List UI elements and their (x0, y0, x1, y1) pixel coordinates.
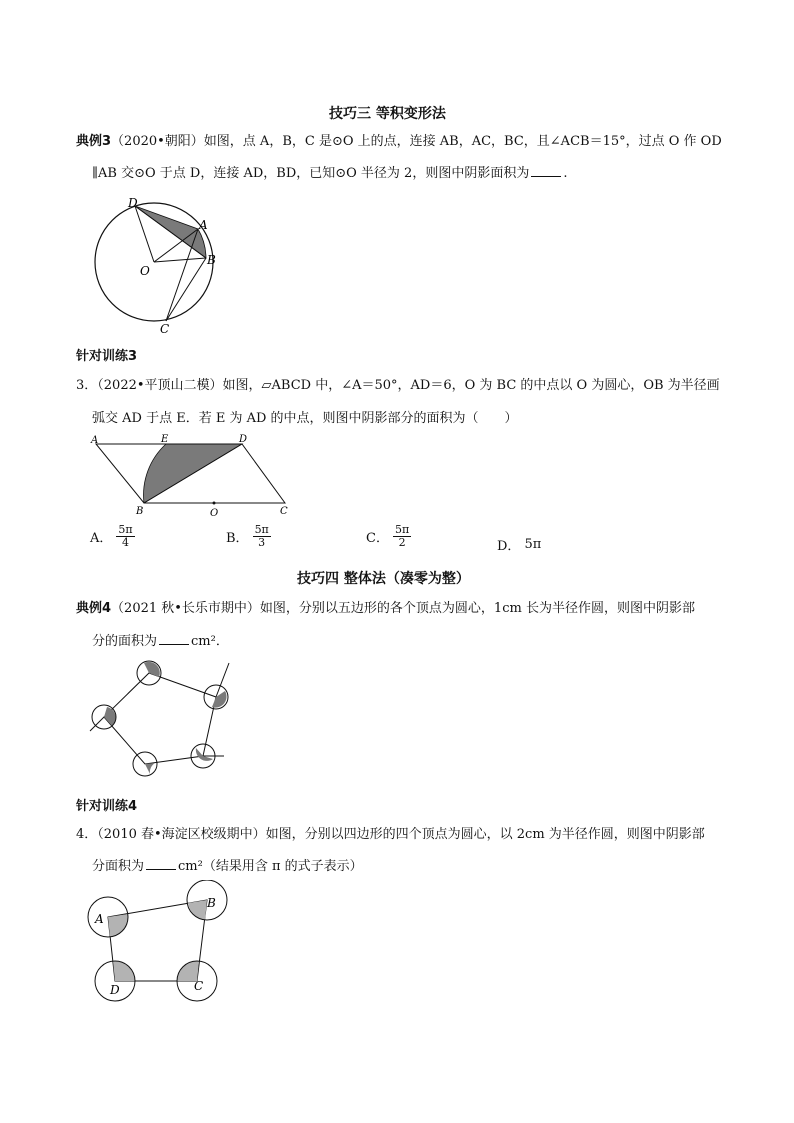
fig2-label-o: O (210, 508, 219, 519)
point-o (213, 502, 216, 505)
option-b-fraction (253, 524, 271, 549)
example-4-text-2: 分的面积为 (92, 634, 158, 649)
example-3-line-1 (76, 133, 722, 151)
figure-parallelogram (86, 432, 296, 522)
option-a-num: 5π (118, 523, 133, 536)
training-3-label: 针对训练3 (76, 349, 138, 364)
fig2-label-c: C (280, 506, 288, 517)
option-d-value: 5π (524, 537, 542, 552)
question-4-line-1: 4．（2010 春•海淀区校级期中）如图，分别以四边形的四个顶点为圆心，以 2cm 为半径作圆，则图中阴影部 (76, 827, 705, 842)
fig2-label-a: A (91, 435, 99, 446)
option-d[interactable] (497, 535, 541, 554)
answer-blank-4[interactable] (159, 644, 189, 645)
option-a-den: 4 (122, 536, 129, 549)
option-c-letter: C． (366, 531, 389, 546)
option-a-letter: A． (90, 531, 113, 546)
option-a[interactable] (90, 524, 135, 549)
fig2-label-d: D (239, 434, 248, 445)
section-title-4: 技巧四 整体法（凑零为整） (297, 571, 470, 587)
example-4-line-2 (92, 633, 229, 651)
example-3-period: . (563, 166, 568, 181)
figure-circle-ab-od (86, 192, 226, 342)
fig4-label-b: B (207, 896, 216, 910)
segment-ob (154, 258, 206, 262)
segment-ca (166, 229, 198, 321)
question-4-unit: cm²（结果用含 π 的式子表示） (178, 859, 363, 874)
sector-b (188, 900, 207, 920)
figure-pentagon-circles (86, 655, 236, 783)
example-4-label: 典例4 (76, 601, 112, 616)
example-4-text-1: （2021 秋•长乐市期中）如图，分别以五边形的各个顶点为圆心，1cm 长为半径作圆，则图中阴影部 (111, 601, 695, 616)
example-4-unit: cm²． (191, 634, 229, 649)
question-3-line-1: 3．（2022•平顶山二模）如图，▱ABCD 中，∠A＝50°，AD＝6，O 为 BC 的中点以 O 为圆心，OB 为半径画 (76, 378, 720, 393)
option-a-fraction (116, 524, 134, 549)
option-b-letter: B． (226, 531, 249, 546)
option-c-den: 2 (398, 536, 406, 549)
option-d-letter: D． (497, 539, 521, 554)
fig1-label-o: O (140, 264, 150, 278)
fig2-label-e: E (161, 434, 169, 445)
sector-d (113, 961, 135, 981)
fig2-label-b: B (136, 506, 144, 517)
example-3-label: 典例3 (76, 134, 112, 149)
example-3-text-1: （2020•朝阳）如图，点 A，B，C 是⊙O 上的点，连接 AB，AC，BC，且∠ACB＝15°，过点 O 作 OD (111, 134, 722, 149)
fig4-label-a: A (95, 912, 104, 926)
option-c[interactable] (366, 524, 411, 549)
fig1-label-c: C (160, 322, 170, 336)
example-3-line-2 (92, 165, 567, 183)
question-4-line-2 (92, 858, 363, 876)
sector-c (177, 961, 199, 981)
fig1-label-b: B (207, 253, 216, 267)
fig1-label-a: A (199, 218, 208, 232)
pentagon (104, 673, 216, 764)
section-title-3: 技巧三 等积变形法 (329, 106, 446, 122)
fig4-label-d: D (110, 983, 120, 997)
answer-blank[interactable] (531, 176, 561, 177)
sector-a (108, 914, 128, 937)
question-3-line-2: 弧交 AD 于点 E．若 E 为 AD 的中点，则图中阴影部分的面积为（ ） (92, 411, 518, 426)
answer-blank-q4[interactable] (146, 869, 176, 870)
option-b-den: 3 (258, 536, 266, 549)
fig1-label-d: D (128, 196, 138, 210)
option-b-num: 5π (254, 523, 269, 536)
option-c-num: 5π (394, 523, 410, 536)
option-c-fraction (393, 524, 411, 549)
example-3-text-2: ∥AB 交⊙O 于点 D，连接 AD，BD，已知⊙O 半径为 2，则图中阴影面积为 (92, 166, 530, 181)
option-b[interactable] (226, 524, 271, 549)
question-4-text-2: 分面积为 (92, 859, 145, 874)
example-4-line-1 (76, 600, 695, 618)
figure-quadrilateral-circles (86, 880, 236, 1005)
training-4-label: 针对训练4 (76, 799, 138, 814)
fig4-label-c: C (194, 979, 204, 993)
